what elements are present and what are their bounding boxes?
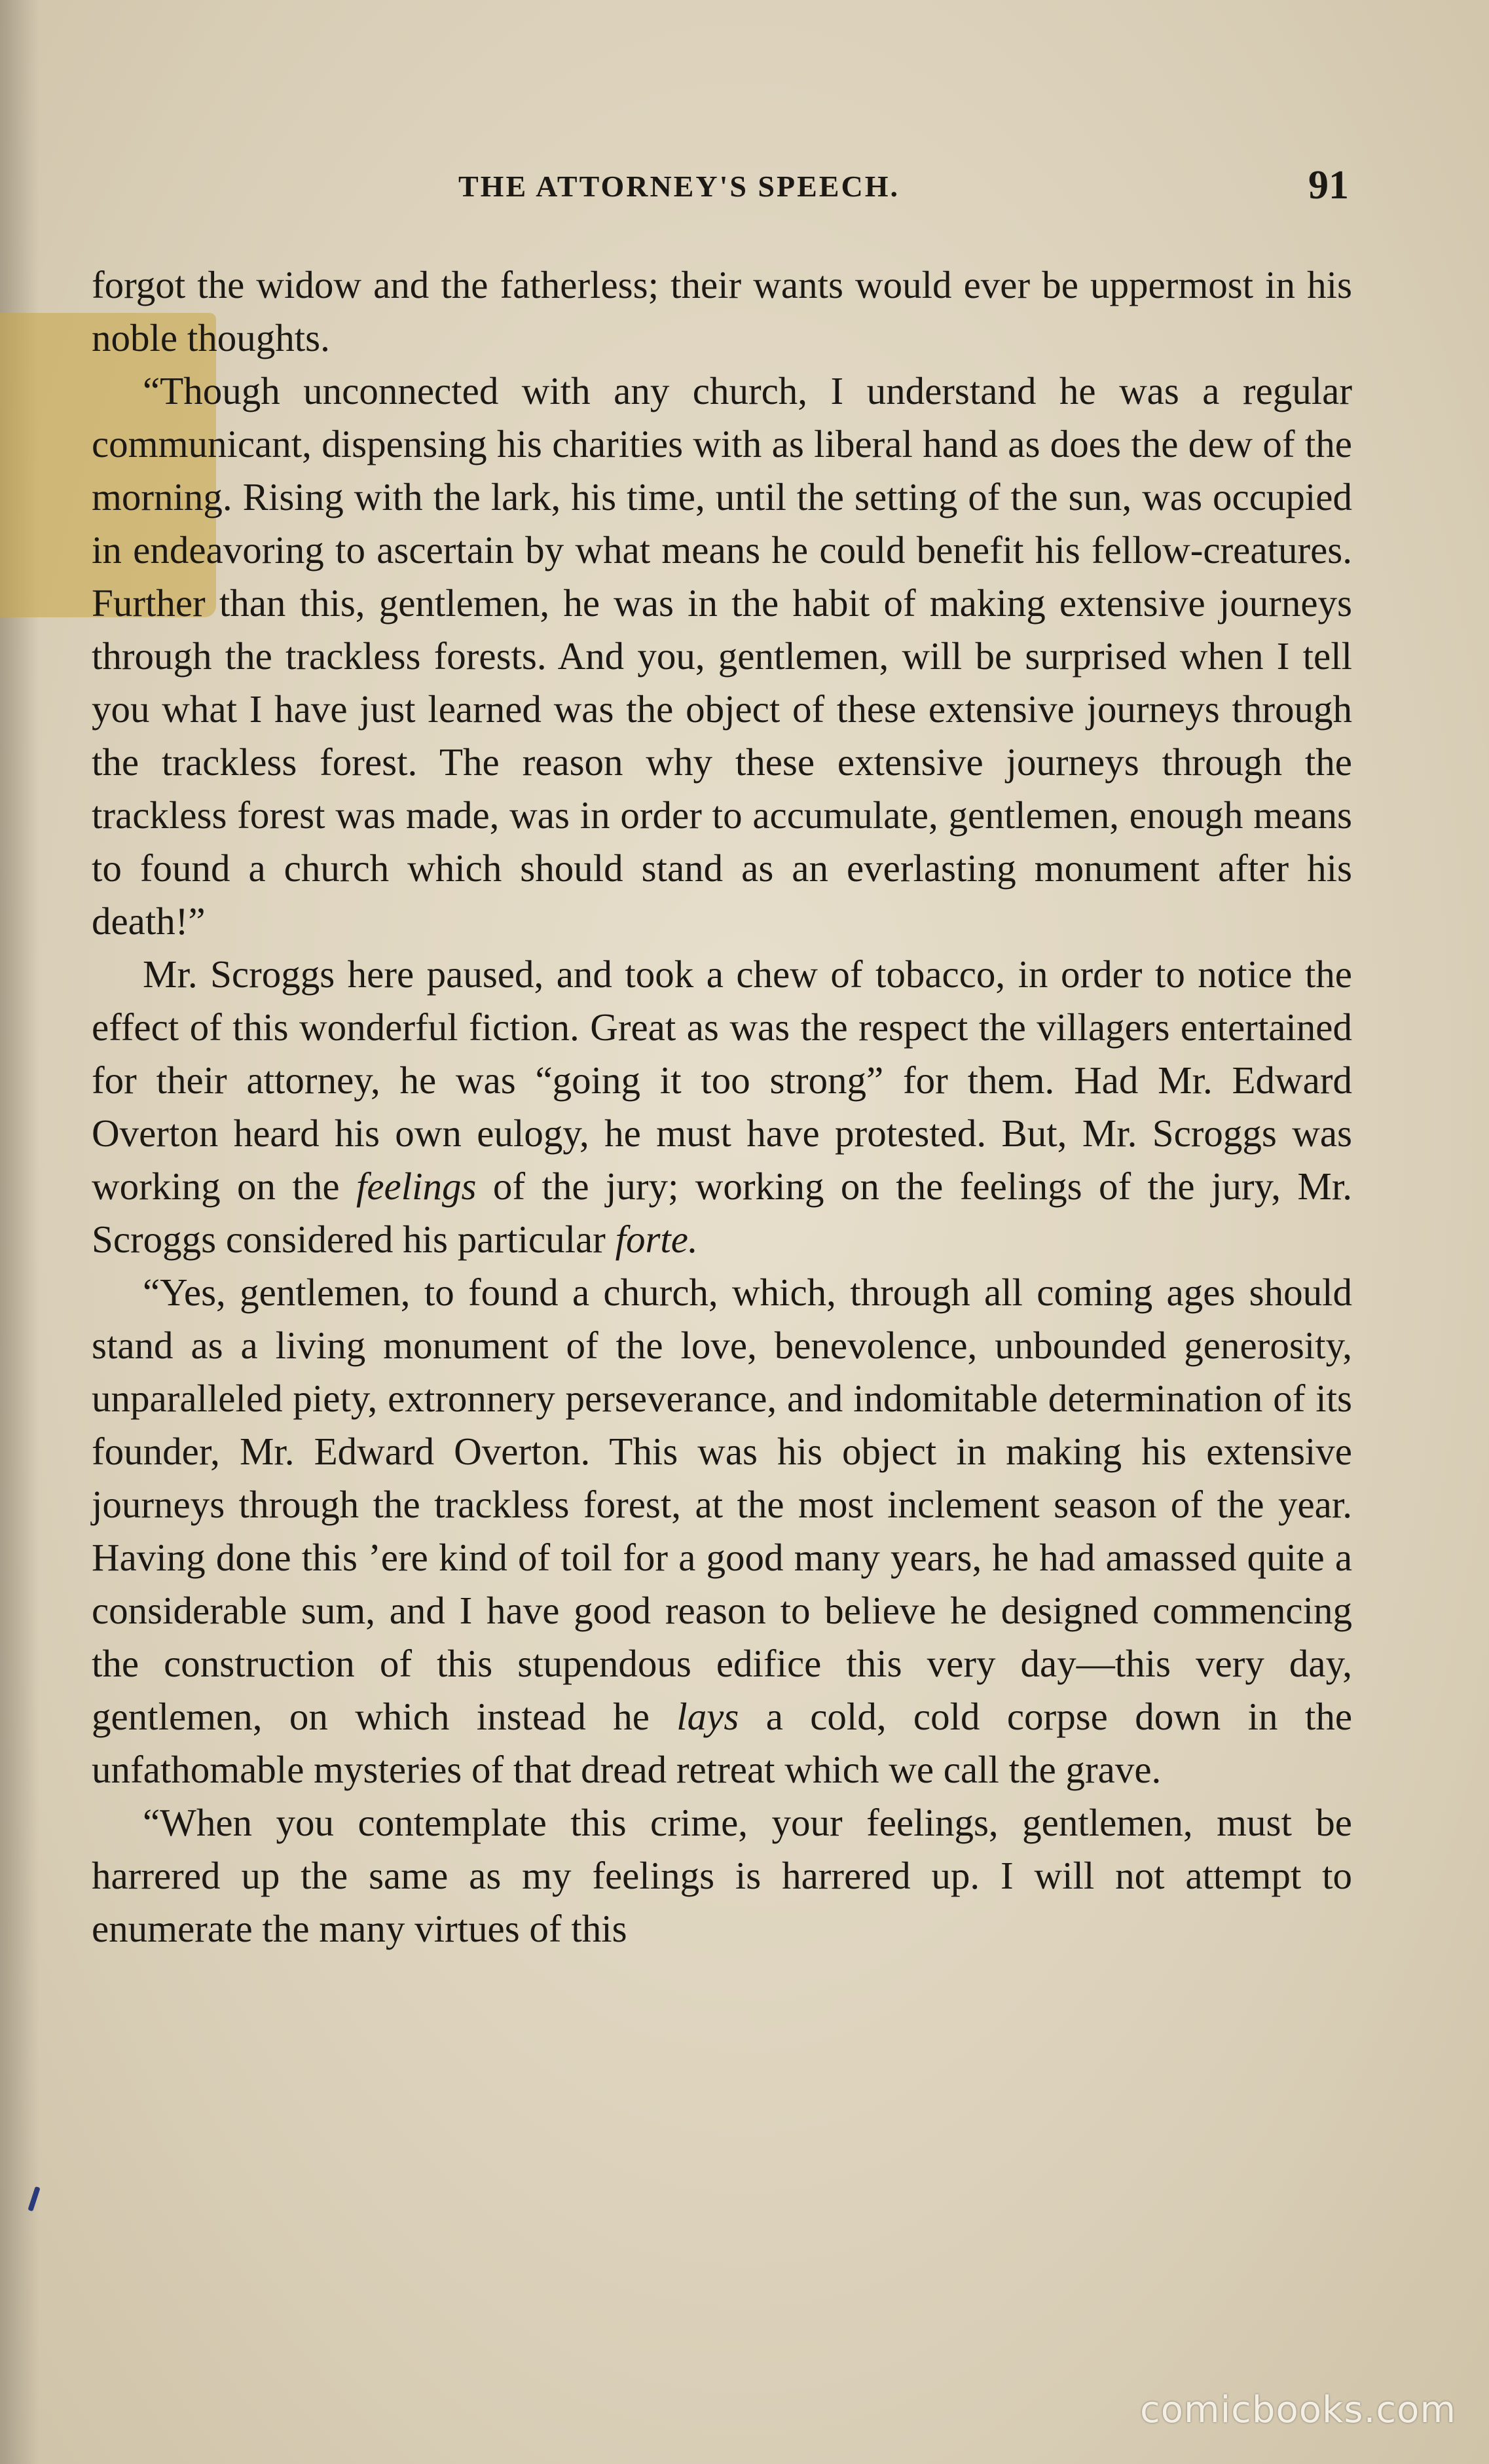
paragraph-text: “When you contemplate this crime, your feelings, gentlemen, must be harrered up the same as my feelings is harrered up. I will not attempt to enumerate the many virtues of this <box>92 1801 1352 1950</box>
running-head: THE ATTORNEY'S SPEECH. <box>458 170 900 203</box>
paragraph <box>92 365 1352 948</box>
paragraph-text: Mr. Scroggs here paused, and took a chew of tobacco, in order to notice the effect of this wonderful fiction. Great as was the respect the villagers entertained for their attorney, he was “going it too strong” for them. Had Mr. Edward Overton heard his own eulogy, he must have protested. But, Mr. Scroggs was working on the <box>92 952 1352 1208</box>
paragraph <box>92 1796 1352 1955</box>
paragraph <box>92 259 1352 365</box>
page-header <box>85 162 1349 215</box>
italic-text: lays <box>676 1695 739 1738</box>
paragraph <box>92 948 1352 1266</box>
paragraph-text: a cold, cold corpse down in the unfathomable mysteries of that dread retreat which we call the grave. <box>92 1695 1352 1791</box>
italic-text: forte. <box>615 1218 698 1261</box>
paragraph-text: of the jury; working on the feelings of the jury, Mr. Scroggs considered his particular <box>92 1165 1352 1261</box>
paragraph-text: “Yes, gentlemen, to found a church, which, through all coming ages should stand as a living monument of the love, benevolence, unbounded generosity, unparalleled piety, extronnery perseverance, and indomitable determination of its founder, Mr. Edward Overton. This was his object in making his extensive journeys through the trackless forest, at the most inclement season of the year. Having done this ’ere kind of toil for a good many years, he had amassed quite a considerable sum, and I have good reason to believe he designed commencing the construction of this stupendous edifice this very day—this very day, gentlemen, on which instead he <box>92 1271 1352 1738</box>
paragraph-text: forgot the widow and the fatherless; their wants would ever be uppermost in his noble thoughts. <box>92 263 1352 359</box>
italic-text: feelings <box>356 1165 477 1208</box>
body-text <box>92 259 1352 1955</box>
paragraph <box>92 1266 1352 1796</box>
page-number: 91 <box>1308 163 1349 208</box>
paragraph-text: “Though unconnected with any church, I understand he was a regular communicant, dispensing his charities with as liberal hand as does the dew of the morning. Rising with the lark, his time, until the setting of the sun, was occupied in endeavoring to ascertain by what means he could benefit his fellow-creatures. Further than this, gentlemen, he was in the habit of making extensive journeys through the trackless forests. And you, gentlemen, will be surprised when I tell you what I have just learned was the object of these extensive journeys through the trackless forest. The reason why these extensive journeys through the trackless forest was made, was in order to accumulate, gentlemen, enough means to found a church which should stand as an everlasting monument after his death!” <box>92 369 1352 943</box>
watermark: comicbooks.com <box>1139 2389 1456 2431</box>
